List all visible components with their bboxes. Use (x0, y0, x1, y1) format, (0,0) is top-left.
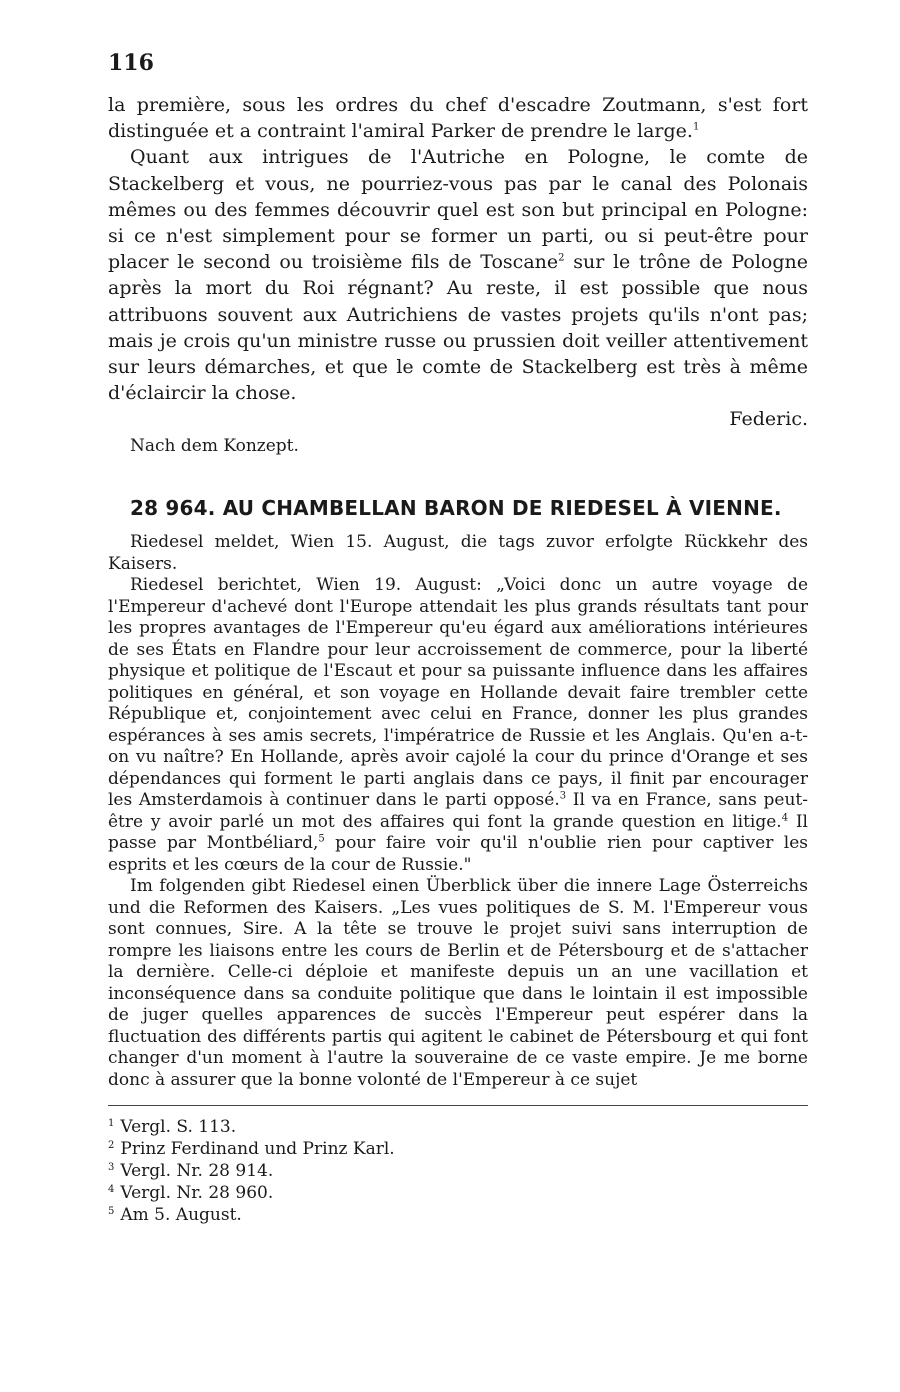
paragraph-1-text: la première, sous les ordres du chef d'escadre Zoutmann, s'est fort distinguée et a contraint l'amiral Parker de prendre le large. (108, 94, 808, 143)
footnote-mark: 3 (108, 1161, 115, 1173)
letter-report-2 (108, 575, 808, 876)
footnote-3 (108, 1160, 808, 1182)
page (108, 48, 808, 1226)
paragraph-2 (108, 144, 808, 406)
footnote-mark: 2 (108, 1139, 115, 1151)
footnote-ref-4: 4 (781, 812, 789, 824)
footnote-ref-1: 1 (692, 121, 700, 133)
paragraph-2-text-a: Quant aux intrigues de l'Autriche en Pologne, le comte de Stackelberg et vous, ne pourriez-vous pas par le canal des Polonais mêmes ou des femmes découvrir quel est son but principal en Pologne: si ce n'est simplement pour se former un parti, ou si peut-être pour placer le second ou troisième fils de Toscane (108, 146, 808, 274)
footnote-ref-2: 2 (558, 252, 565, 264)
footnote-ref-3: 3 (559, 790, 567, 802)
footnote-ref-5: 5 (318, 833, 325, 845)
footnote-text: Vergl. Nr. 28 914. (120, 1161, 274, 1182)
footnote-5 (108, 1204, 808, 1226)
footnote-mark: 4 (108, 1183, 115, 1195)
footnote-divider (108, 1105, 808, 1106)
paragraph-1 (108, 92, 808, 144)
footnote-mark: 1 (108, 1117, 115, 1129)
footnote-1 (108, 1116, 808, 1138)
letter-report-2-text-d: pour faire voir qu'il n'oublie rien pour captiver les esprits et les cœurs de la cour de Russie." (108, 833, 808, 875)
letter-report-2-text-a: Riedesel berichtet, Wien 19. August: „Voici donc un autre voyage de l'Empereur d'achevé dont l'Europe attendait les plus grands résultats tant pour les propres avantages de l'Empereur qu'eu égard aux améliorations intérieures de ses États en Flandre pour leur accroissement de commerce, pour la liberté physique et politique de l'Escaut et pour sa puissante influence dans les affaires politiques en général, et son voyage en Hollande devait faire trembler cette République et, conjointement avec celui en France, donner les plus grandes espérances à ses amis secrets, l'impératrice de Russie et les Anglais. Qu'en a-t-on vu naître? En Hollande, après avoir cajolé la cour du prince d'Orange et ses dépendances qui forment le parti anglais dans ce pays, il finit par encourager les Amsterdamois à continuer dans le parti opposé. (108, 575, 808, 811)
letter-report-2-text-b: Il va en France, sans peut-être y avoir parlé un mot des affaires qui font la grande question en litige. (108, 790, 808, 832)
paragraph-2-text-b: sur le trône de Pologne après la mort du Roi régnant? Au reste, il est possible que nous attribuons souvent aux Autrichiens de vastes projets qu'ils n'ont pas; mais je crois qu'un ministre russe ou prussien doit veiller attentivement sur leurs démarches, et que le comte de Stackelberg est très à même d'éclaircir la chose. (108, 251, 809, 405)
footnotes (108, 1116, 808, 1226)
footnote-text: Prinz Ferdinand und Prinz Karl. (120, 1139, 395, 1160)
document-heading: 28 964. AU CHAMBELLAN BARON DE RIEDESEL À VIENNE. (130, 496, 782, 521)
signature: Federic. (729, 408, 808, 431)
footnote-mark: 5 (108, 1205, 115, 1217)
source-note: Nach dem Konzept. (130, 436, 299, 457)
footnote-4 (108, 1182, 808, 1204)
page-number: 116 (108, 50, 154, 76)
letter-summary-1: Riedesel meldet, Wien 15. August, die tags zuvor erfolgte Rückkehr des Kaisers. (108, 532, 808, 574)
footnote-2 (108, 1138, 808, 1160)
letter-overview-3: Im folgenden gibt Riedesel einen Überblick über die innere Lage Österreichs und die Reformen des Kaisers. „Les vues politiques de S. M. l'Empereur vous sont connues, Sire. A la tête se trouve le projet suivi sans interruption de rompre les liaisons entre les cours de Berlin et de Pétersbourg et de s'attacher la dernière. Celle-ci déploie et manifeste depuis un an une vacillation et inconséquence dans sa conduite politique que dans le lointain il est impossible de juger quelles apparences de succès l'Empereur peut espérer dans la fluctuation des différents partis qui agitent le cabinet de Pétersbourg et qui font changer d'un moment à l'autre la souveraine de ce vaste empire. Je me borne donc à assurer que la bonne volonté de l'Empereur à ce sujet (108, 876, 808, 1090)
footnote-text: Am 5. August. (120, 1205, 242, 1226)
footnote-text: Vergl. Nr. 28 960. (120, 1183, 274, 1204)
footnote-text: Vergl. S. 113. (120, 1117, 237, 1138)
letter-report-2-text-c: Il passe par Montbéliard, (108, 811, 808, 854)
